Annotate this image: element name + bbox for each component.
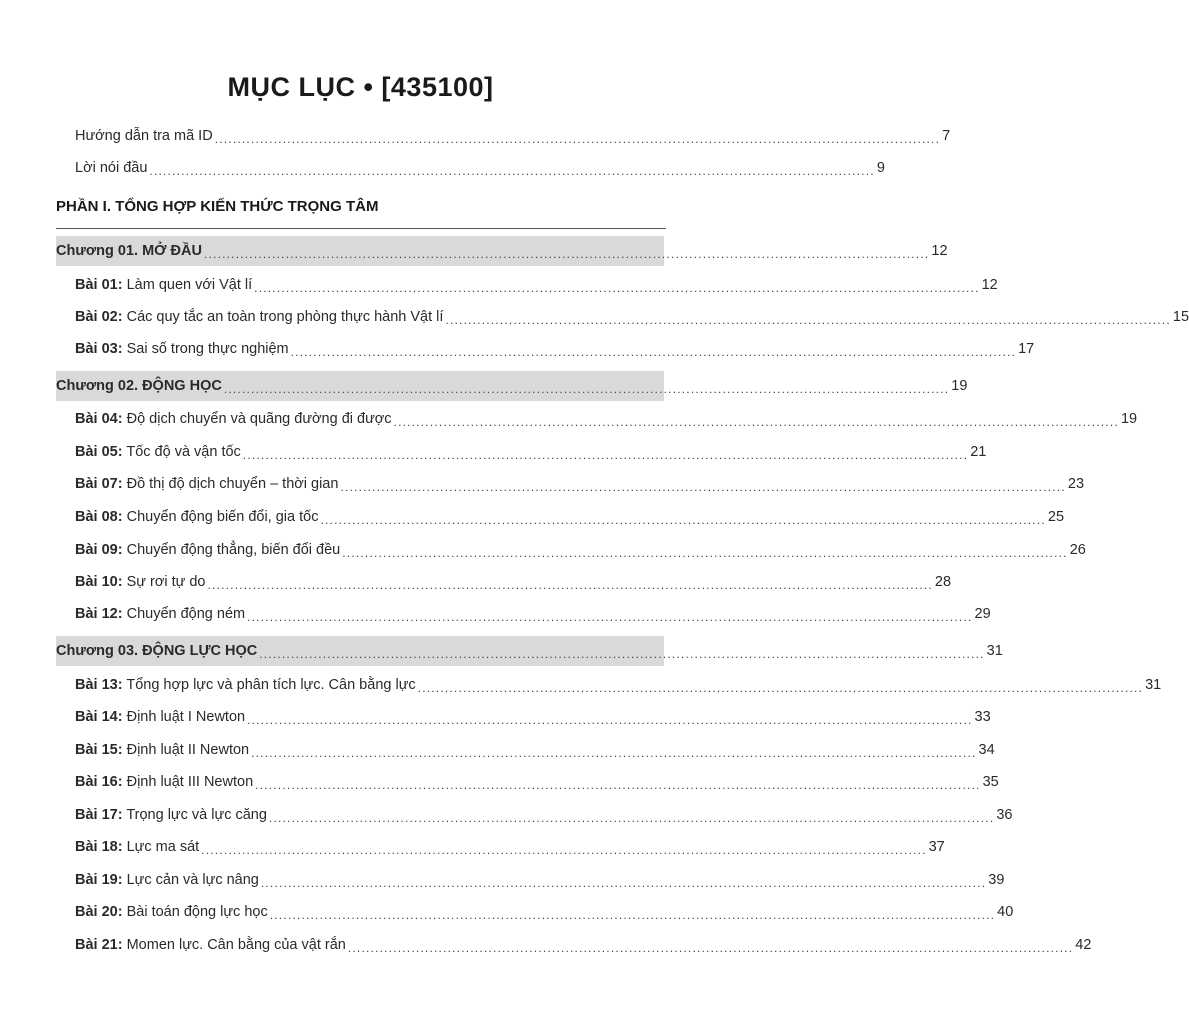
leader-dots: ................................................................................................................................................................ (242, 448, 969, 462)
chapter-page: 19 (951, 378, 968, 394)
lesson-label (75, 807, 267, 823)
lesson-entry[interactable] (75, 702, 991, 732)
lesson-entry[interactable] (75, 865, 1005, 895)
leader-dots: ................................................................................................................................................................ (214, 132, 941, 146)
lesson-number: Bài 15: (75, 742, 123, 758)
lesson-number: Bài 09: (75, 542, 123, 558)
lesson-page: 35 (982, 774, 999, 790)
lesson-page: 40 (997, 904, 1014, 920)
lesson-entry[interactable] (75, 599, 991, 629)
lesson-page: 34 (978, 742, 995, 758)
lesson-label (75, 872, 259, 888)
lesson-page: 25 (1047, 509, 1065, 525)
lesson-number: Bài 07: (75, 476, 123, 492)
entry-page: 7 (942, 128, 951, 144)
lesson-page: 31 (1145, 677, 1162, 693)
lesson-label (75, 937, 346, 953)
lesson-entry[interactable] (75, 404, 1138, 434)
chapter-entry[interactable] (56, 371, 968, 401)
chapter-label (56, 378, 222, 394)
lesson-title: Chuyển động thẳng, biến đổi đều (126, 542, 341, 558)
lesson-entry[interactable] (75, 302, 1189, 332)
entry-page: 9 (876, 160, 885, 176)
lesson-title: Lực ma sát (126, 839, 200, 855)
lesson-title: Lực cản và lực nâng (126, 872, 259, 888)
lesson-page: 28 (934, 574, 952, 590)
lesson-title: Sự rơi tự do (126, 574, 206, 590)
lesson-page: 21 (970, 444, 987, 460)
chapter-entry[interactable] (56, 636, 1003, 666)
lesson-entry[interactable] (75, 567, 952, 597)
lesson-title: Độ dịch chuyển và quãng đường đi được (126, 411, 392, 427)
lesson-number: Bài 02: (75, 309, 123, 325)
lesson-entry[interactable] (75, 897, 1014, 927)
lesson-label (75, 709, 245, 725)
leader-dots: ................................................................................................................................................................ (290, 345, 1017, 359)
lesson-title: Đồ thị độ dịch chuyển – thời gian (126, 476, 339, 492)
leader-dots: ................................................................................................................................................................ (251, 746, 977, 760)
chapter-name: MỞ ĐẦU (142, 243, 202, 259)
intro-entry[interactable] (75, 153, 885, 183)
lesson-page: 19 (1120, 411, 1138, 427)
chapter-page: 12 (931, 243, 948, 259)
lesson-label (75, 444, 241, 460)
lesson-page: 39 (988, 872, 1005, 888)
lesson-title: Định luật III Newton (126, 774, 254, 790)
lesson-number: Bài 04: (75, 411, 123, 427)
leader-dots: ................................................................................................................................................................ (255, 778, 981, 792)
lesson-page: 36 (996, 807, 1013, 823)
chapter-label (56, 643, 257, 659)
lesson-title: Định luật II Newton (126, 742, 250, 758)
lesson-number: Bài 16: (75, 774, 123, 790)
lesson-entry[interactable] (75, 469, 1085, 499)
leader-dots: ................................................................................................................................................................ (207, 578, 933, 592)
lesson-title: Các quy tắc an toàn trong phòng thực hành Vật lí (126, 309, 444, 325)
leader-dots: ................................................................................................................................................................ (247, 713, 973, 727)
leader-dots: ................................................................................................................................................................ (201, 843, 927, 857)
lesson-label (75, 341, 289, 357)
lesson-label (75, 606, 245, 622)
lesson-title: Định luật I Newton (126, 709, 246, 725)
lesson-number: Bài 13: (75, 677, 123, 693)
lesson-number: Bài 08: (75, 509, 123, 525)
chapter-label (56, 243, 202, 259)
lesson-page: 15 (1172, 309, 1189, 325)
lesson-label (75, 904, 268, 920)
leader-dots: ................................................................................................................................................................ (320, 513, 1046, 527)
leader-dots: ................................................................................................................................................................ (247, 610, 973, 624)
lesson-entry[interactable] (75, 270, 998, 300)
lesson-entry[interactable] (75, 930, 1092, 960)
lesson-label (75, 742, 249, 758)
lesson-page: 33 (974, 709, 991, 725)
lesson-page: 42 (1075, 937, 1092, 953)
leader-dots: ................................................................................................................................................................ (342, 546, 1068, 560)
chapter-page: 31 (986, 643, 1003, 659)
lesson-title: Tốc độ và vận tốc (126, 444, 241, 460)
lesson-label (75, 411, 392, 427)
lesson-entry[interactable] (75, 502, 1065, 532)
leader-dots: ................................................................................................................................................................ (259, 647, 985, 661)
lesson-label (75, 574, 205, 590)
leader-dots: ................................................................................................................................................................ (268, 811, 995, 825)
lesson-label (75, 839, 199, 855)
lesson-title: Bài toán động lực học (126, 904, 268, 920)
lesson-label (75, 774, 253, 790)
leader-dots: ................................................................................................................................................................ (445, 313, 1171, 327)
lesson-number: Bài 17: (75, 807, 123, 823)
leader-dots: ................................................................................................................................................................ (417, 681, 1144, 695)
lesson-label (75, 542, 340, 558)
lesson-title: Tổng hợp lực và phân tích lực. Cân bằng lực (126, 677, 416, 693)
chapter-prefix: Chương 02. (56, 378, 139, 394)
lesson-title: Trọng lực và lực căng (126, 807, 267, 823)
lesson-label (75, 476, 338, 492)
lesson-label (75, 509, 318, 525)
chapter-prefix: Chương 03. (56, 643, 139, 659)
lesson-number: Bài 18: (75, 839, 123, 855)
lesson-page: 29 (974, 606, 991, 622)
lesson-number: Bài 12: (75, 606, 123, 622)
lesson-number: Bài 03: (75, 341, 123, 357)
lesson-entry[interactable] (75, 670, 1162, 700)
lesson-number: Bài 10: (75, 574, 123, 590)
lesson-page: 37 (928, 839, 945, 855)
leader-dots: ................................................................................................................................................................ (347, 941, 1074, 955)
leader-dots: ................................................................................................................................................................ (269, 908, 996, 922)
lesson-page: 12 (981, 277, 998, 293)
lesson-entry[interactable] (75, 767, 999, 797)
lesson-page: 23 (1067, 476, 1085, 492)
lesson-entry[interactable] (75, 437, 987, 467)
page-title: MỤC LỤC • [435100] (227, 72, 494, 102)
lesson-entry[interactable] (75, 334, 1035, 364)
leader-dots: ................................................................................................................................................................ (223, 382, 950, 396)
entry-label: Hướng dẫn tra mã ID (75, 128, 213, 144)
lesson-title: Chuyển động ném (126, 606, 246, 622)
entry-label: Lời nói đầu (75, 160, 148, 176)
lesson-title: Sai số trong thực nghiệm (126, 341, 289, 357)
lesson-entry[interactable] (75, 735, 995, 765)
lesson-number: Bài 21: (75, 937, 123, 953)
leader-dots: ................................................................................................................................................................ (203, 247, 930, 261)
intro-entry[interactable] (75, 121, 951, 151)
leader-dots: ................................................................................................................................................................ (260, 876, 987, 890)
leader-dots: ................................................................................................................................................................ (393, 415, 1119, 429)
chapter-name: ĐỘNG LỰC HỌC (142, 643, 258, 659)
leader-dots: ................................................................................................................................................................ (149, 164, 875, 178)
lesson-entry[interactable] (75, 800, 1013, 830)
lesson-label (75, 677, 416, 693)
leader-dots: ................................................................................................................................................................ (254, 281, 980, 295)
lesson-number: Bài 01: (75, 277, 123, 293)
lesson-number: Bài 19: (75, 872, 123, 888)
leader-dots: ................................................................................................................................................................ (340, 480, 1066, 494)
lesson-title: Momen lực. Cân bằng của vật rắn (126, 937, 346, 953)
lesson-number: Bài 05: (75, 444, 123, 460)
chapter-prefix: Chương 01. (56, 243, 139, 259)
lesson-entry[interactable] (75, 535, 1086, 565)
lesson-page: 26 (1069, 542, 1086, 558)
lesson-number: Bài 20: (75, 904, 123, 920)
lesson-title: Làm quen với Vật lí (126, 277, 253, 293)
lesson-number: Bài 14: (75, 709, 123, 725)
lesson-title: Chuyển động biến đổi, gia tốc (126, 509, 319, 525)
lesson-label (75, 277, 252, 293)
lesson-label (75, 309, 443, 325)
chapter-name: ĐỘNG HỌC (142, 378, 222, 394)
part-heading: PHẦN I. TỔNG HỢP KIẾN THỨC TRỌNG TÂM (56, 198, 666, 229)
lesson-page: 17 (1018, 341, 1035, 357)
chapter-entry[interactable] (56, 236, 948, 266)
lesson-entry[interactable] (75, 832, 945, 862)
